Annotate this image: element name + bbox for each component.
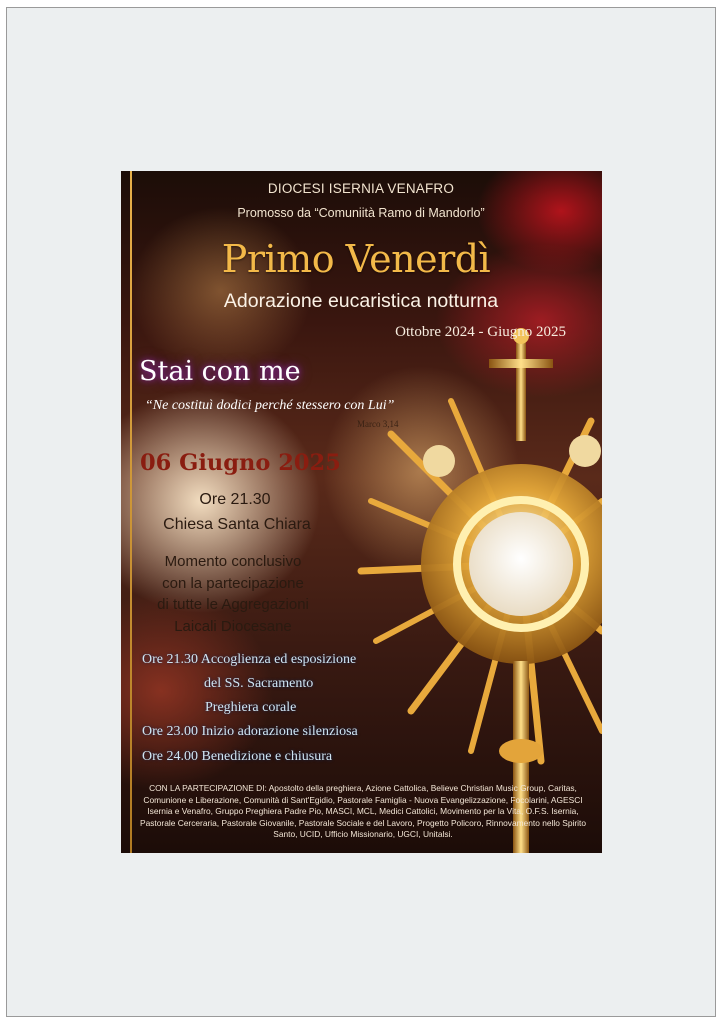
schedule-item: del SS. Sacramento <box>204 676 314 691</box>
diocese-name: DIOCESI ISERNIA VENAFRO <box>267 181 455 196</box>
angel-right <box>569 435 601 467</box>
poster-title: Primo Venerdì <box>221 237 491 281</box>
poster-subtitle: Adorazione eucaristica notturna <box>223 290 499 312</box>
event-date: 06 Giugno 2025 <box>140 450 341 476</box>
schedule-item: Ore 24.00 Benedizione e chiusura <box>142 749 333 764</box>
event-time: Ore 21.30 <box>199 491 271 508</box>
event-poster <box>121 171 602 853</box>
moment-line: Momento conclusivo <box>164 553 302 570</box>
gospel-reference: Marco 3,14 <box>357 419 399 429</box>
angel-left <box>423 445 455 477</box>
moment-line: di tutte le Aggregazioni <box>157 596 309 613</box>
moment-line: con la partecipazione <box>162 574 304 592</box>
participants-credits: CON LA PARTECIPAZIONE DI: Apostolto della preghiera, Azione Cattolica, Believe Christian Music Group, Caritas, Comunione e Liberazione, Comunità di Sant'Egidio, Pastorale Famiglia - Nuova Evangelizzazione, Focolarini, AGESCI Isernia e Venafro, Gruppo Preghiera Padre Pio, MASCI, MCL, Medici Cattolici, Movimento per la Vita, O.F.S. Isernia, Pastorale Cerceraria, Pastorale Giovanile, Pastorale Sociale e del Lavoro, Progetto Policoro, Rinnovamento nello Spirito Santo, UCID, Ufficio Missionario, UGCI, Unitalsi. <box>140 783 586 840</box>
schedule-item: Ore 23.00 Inizio adorazione silenziosa <box>142 724 358 739</box>
schedule-item: Preghiera corale <box>205 700 297 715</box>
gospel-quote: “Ne costituì dodici perché stessero con Lui” <box>145 398 395 413</box>
moment-line: Laicali Diocesane <box>174 617 292 635</box>
event-location: Chiesa Santa Chiara <box>163 516 311 533</box>
closing-moment-text <box>157 551 309 637</box>
monstrance-host <box>469 512 573 616</box>
theme-title: Stai con me <box>139 356 301 387</box>
promoter-line: Promosso da “Comuniità Ramo di Mandorlo” <box>237 206 485 220</box>
monstrance-cross-horizontal <box>489 359 553 368</box>
monstrance-cross-vertical <box>516 331 526 441</box>
monstrance-knot <box>499 739 543 763</box>
event-period: Ottobre 2024 - Giugno 2025 <box>395 324 566 340</box>
schedule-item: Ore 21.30 Accoglienza ed esposizione <box>142 652 357 667</box>
